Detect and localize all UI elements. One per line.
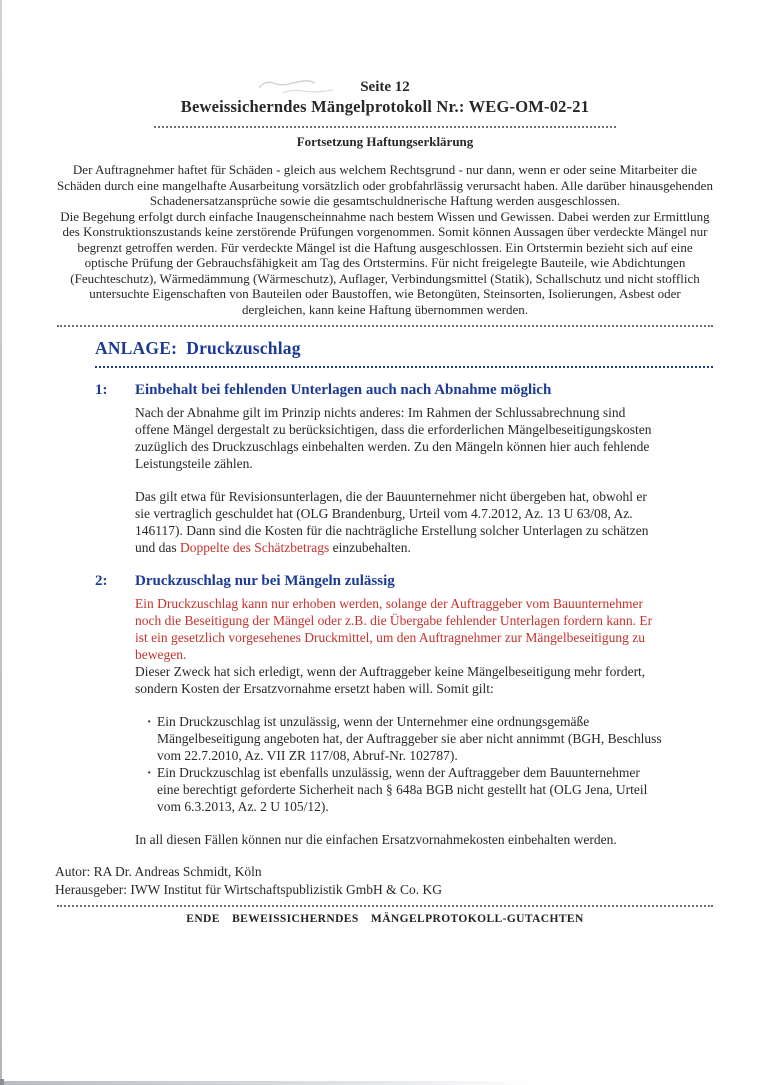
dotted-separator-anlage [95, 366, 713, 368]
author-line: Autor: RA Dr. Andreas Schmidt, Köln [55, 864, 262, 879]
bullet-1-text: Ein Druckzuschlag ist unzulässig, wenn der Unternehmer eine ordnungsgemäße Mängelbeseitigung angeboten hat, der Auftraggeber sie aber nicht annimmt (BGH, Beschluss vom 22.7.2010, Az. VII ZR 117/08, Abruf-Nr. 102787). [157, 714, 662, 763]
section-1-heading [95, 381, 713, 400]
section-2-heading [95, 572, 713, 591]
bullet-2-text: Ein Druckzuschlag ist ebenfalls unzulässig, wenn der Auftraggeber dem Bauunternehmer eine berechtigt geforderte Sicherheit nach § 648a BGB nicht gestellt hat (OLG Jena, Urteil vom 6.3.2013, Az. 2 U 105/12). [157, 765, 648, 814]
scan-corner-mark [0, 1079, 4, 1085]
document-end-line: ENDE BEWEISSICHERNDES MÄNGELPROTOKOLL-GUTACHTEN [186, 913, 584, 925]
credits-block [55, 863, 713, 898]
bullet-marker-icon [135, 764, 157, 815]
section-1-number: 1: [95, 382, 108, 398]
section-1-paragraph-2-lead: Das gilt etwa für Revisionsunterlagen, die der Bauunternehmer nicht übergeben hat, obwohl er sie vertraglich geschuldet hat (OLG Brandenburg, Urteil vom 4.7.2012, Az. 13 U 63/08, Az. 146117). Dann sind die Kosten für die nachträgliche Erstellung solcher Unterlagen zu schätzen und das [135, 489, 649, 555]
document-content [57, 0, 713, 926]
section-2-title: Druckzuschlag nur bei Mängeln zulässig [135, 573, 395, 589]
scan-bottom-shadow [0, 1081, 535, 1085]
bullet-marker-icon [135, 713, 157, 764]
section-2-closing-wrap [135, 831, 662, 848]
page-number: Seite 12 [360, 79, 410, 95]
continuation-subtitle: Fortsetzung Haftungserklärung [296, 134, 474, 149]
section-2-bullet-list [135, 713, 662, 815]
section-1-paragraph-1: Nach der Abnahme gilt im Prinzip nichts anderes: Im Rahmen der Schlussabrechnung sind offene Mängel dergestalt zu berücksichtigen, dass die erforderlichen Mängelbeseitigungskosten zuzüglich des Druckzuschlags einbehalten werden. Zu den Mängeln können hier auch fehlende Leistungsteile zählen. [135, 405, 652, 471]
scan-left-edge [0, 0, 2, 1085]
list-item [135, 764, 662, 815]
section-1-title: Einbehalt bei fehlenden Unterlagen auch nach Abnahme möglich [135, 382, 552, 398]
dotted-separator-header [154, 126, 616, 128]
section-1-paragraph-2-tail: einzubehalten. [329, 540, 411, 555]
liability-disclaimer [57, 162, 713, 317]
liability-paragraph-1: Der Auftragnehmer haftet für Schäden - gleich aus welchem Rechtsgrund - nur dann, wenn er oder seine Mitarbeiter die Schäden durch eine mangelhafte Ausarbeitung vorsätzlich oder grobfahrlässig verursacht haben. Alle darüber hinausgehenden Schadenersatzansprüche sowie die gesamtschuldnerische Haftung werden ausgeschlossen. [57, 162, 713, 208]
section-2-number: 2: [95, 573, 108, 589]
section-1-body [135, 404, 662, 556]
dotted-separator-intro [57, 325, 713, 327]
list-item [135, 713, 662, 764]
document-title: Beweissicherndes Mängelprotokoll Nr.: WEG-OM-02-21 [180, 97, 590, 116]
dotted-separator-footer [57, 905, 713, 907]
anlage-heading: ANLAGE: Druckzuschlag [95, 338, 301, 358]
liability-paragraph-2: Die Begehung erfolgt durch einfache Inaugenscheinnahme nach bestem Wissen und Gewissen. Dabei werden zur Ermittlung des Konstruktionszustands keine zerstörende Prüfungen vorgenommen. Somit können Aussagen über verdeckte Mängel nur begrenzt getroffen werden. Für verdeckte Mängel ist die Haftung ausgeschlossen. Ein Ortstermin bezieht sich auf eine optische Prüfung der Gebrauchsfähigkeit am Tag des Ortstermins. Für nicht freigelegte Bauteile, wie Abdichtungen (Feuchteschutz), Wärmedämmung (Wärmeschutz), Auflager, Verbindungsmittel (Statik), Schallschutz und nicht stofflich untersuchte Eigenschaften von Bauteilen oder Baustoffen, wie Betongüten, Steinsorten, Isolierungen, Asbest oder dergleichen, kann keine Haftung übernommen werden. [60, 208, 710, 317]
section-2-paragraph: Dieser Zweck hat sich erledigt, wenn der Auftraggeber keine Mängelbeseitigung mehr fordert, sondern Kosten der Ersatzvornahme ersetzt haben will. Somit gilt: [135, 664, 646, 696]
section-2-body [135, 595, 662, 697]
publisher-line: Herausgeber: IWW Institut für Wirtschaftspublizistik GmbH & Co. KG [55, 881, 443, 897]
section-2-red-paragraph: Ein Druckzuschlag kann nur erhoben werden, solange der Auftraggeber vom Bauunternehmer noch die Beseitigung der Mängel oder z.B. die Übergabe fehlender Unterlagen fordern kann. Er ist ein gesetzlich vorgesehenes Druckmittel, um den Auftragnehmer zur Mängelbeseitigung zu bewegen. [135, 596, 653, 662]
section-2-closing: In all diesen Fällen können nur die einfachen Ersatzvornahmekosten einbehalten werden. [135, 832, 617, 847]
section-1-paragraph-2-highlight: Doppelte des Schätzbetrags [180, 540, 330, 555]
section-1-paragraph-2 [135, 488, 662, 556]
